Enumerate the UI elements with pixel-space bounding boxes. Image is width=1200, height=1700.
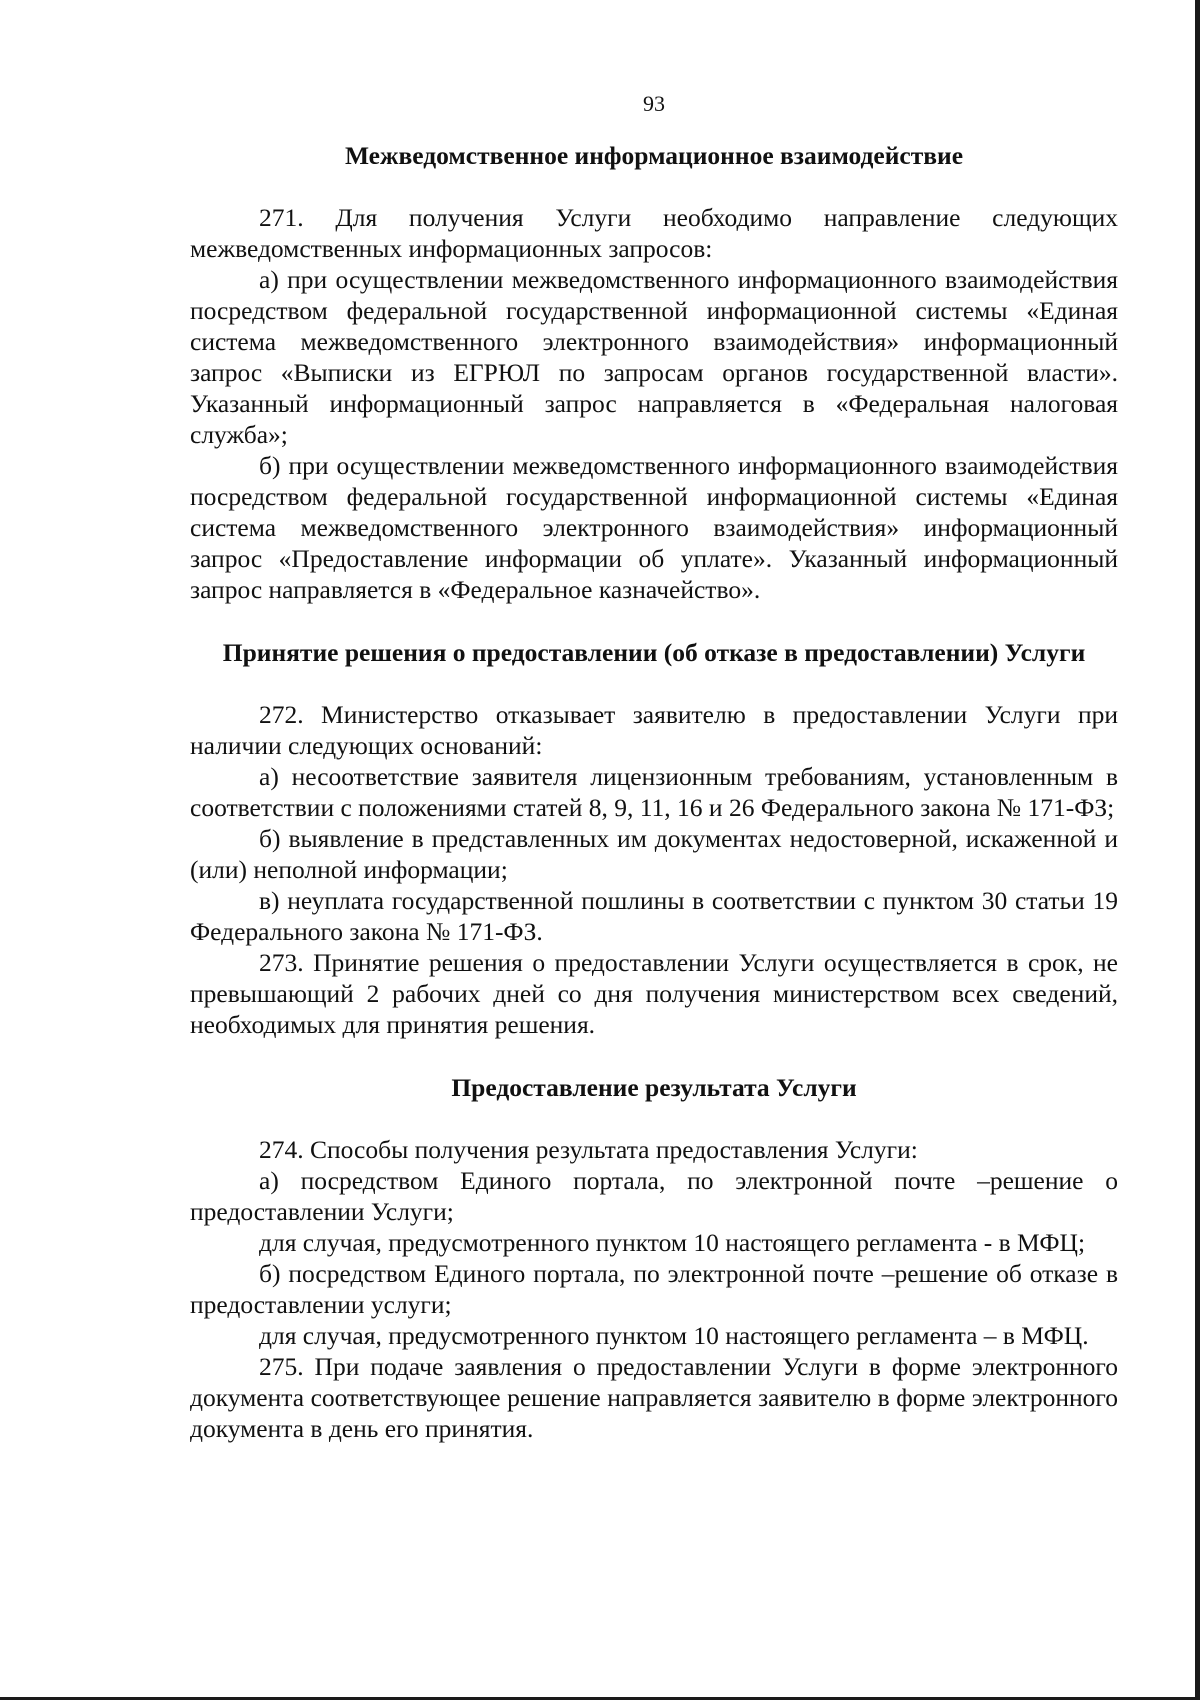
paragraph: а) посредством Единого портала, по электронной почте –решение о предоставлении Услуги; [190, 1166, 1118, 1226]
paragraph: б) выявление в представленных им документах недостоверной, искаженной и (или) неполной информации; [190, 824, 1118, 884]
document-page [190, 88, 1118, 1444]
paragraph: 272. Министерство отказывает заявителю в предоставлении Услуги при наличии следующих оснований: [190, 700, 1118, 760]
section-heading: Межведомственное информационное взаимодействие [344, 141, 964, 170]
paragraph: 275. При подаче заявления о предоставлении Услуги в форме электронного документа соответствующее решение направляется заявителю в форме электронного документа в день его принятия. [190, 1352, 1118, 1443]
paragraph: 271. Для получения Услуги необходимо направление следующих межведомственных информационных запросов: [190, 203, 1118, 263]
paragraph: б) посредством Единого портала, по электронной почте –решение об отказе в предоставлении услуги; [190, 1259, 1118, 1319]
page-number: 93 [643, 91, 665, 116]
paragraph: для случая, предусмотренного пунктом 10 настоящего регламента - в МФЦ; [259, 1228, 1086, 1257]
paragraph: а) при осуществлении межведомственного информационного взаимодействия посредством федеральной государственной информационной системы «Единая система межведомственного электронного взаимодействия» информационный запрос «Выписки из ЕГРЮЛ по запросам органов государственной власти». Указанный информационный запрос направляется в «Федеральная налоговая служба»; [190, 265, 1118, 449]
paragraph: б) при осуществлении межведомственного информационного взаимодействия посредством федеральной государственной информационной системы «Единая система межведомственного электронного взаимодействия» информационный запрос «Предоставление информации об уплате». Указанный информационный запрос направляется в «Федеральное казначейство». [190, 451, 1118, 604]
paragraph: в) неуплата государственной пошлины в соответствии с пунктом 30 статьи 19 Федерального закона № 171-ФЗ. [190, 886, 1118, 946]
paragraph: а) несоответствие заявителя лицензионным требованиям, установленным в соответствии с положениями статей 8, 9, 11, 16 и 26 Федерального закона № 171-ФЗ; [190, 762, 1118, 822]
scan-edge-right [1195, 0, 1200, 1700]
paragraph: 273. Принятие решения о предоставлении Услуги осуществляется в срок, не превышающий 2 рабочих дней со дня получения министерством всех сведений, необходимых для принятия решения. [190, 948, 1118, 1039]
paragraph: 274. Способы получения результата предоставления Услуги: [259, 1135, 918, 1164]
section-heading: Принятие решения о предоставлении (об отказе в предоставлении) Услуги [222, 638, 1086, 667]
paragraph: для случая, предусмотренного пунктом 10 настоящего регламента – в МФЦ. [259, 1321, 1089, 1350]
section-heading: Предоставление результата Услуги [451, 1073, 857, 1102]
